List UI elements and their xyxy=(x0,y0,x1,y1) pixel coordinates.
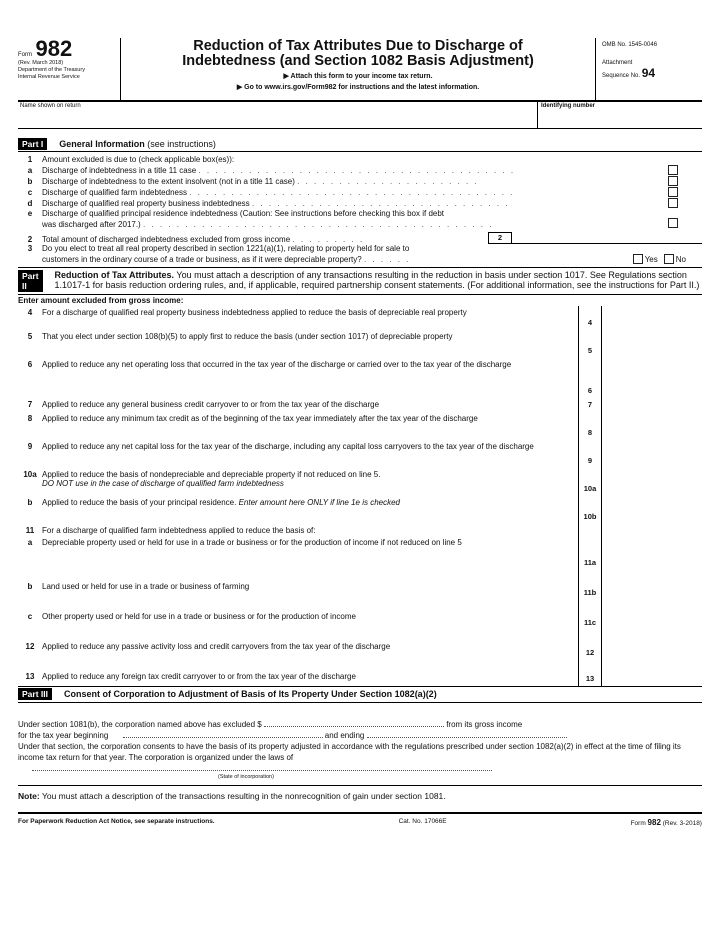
part1-body: 1 Amount excluded is due to (check applicable box(es)): a Discharge of indebtedness in a title 11 case . . . . . . . . . . . . . . . . . . . . . . . . . . . . . . . . . . . . . . b Discharge of indebtedness to the extent insolvent (not in a title 11 case) . . . . . . . . . . . . . . . . . . . . . . c Discharge of qualified farm indebtedness . . . . . . . . . . . . . . . . . . . . . . . . . . . . . . . . . . . . . . . d Discharge of qualified real property business indebtedness . . . . . . . . . . . . . . . . . . . . . . . . . . . . . . . e Discharge of qualified principal residence indebtedness (Caution: See instructions before checking this box if debt was discharged after 2017.) . . . . . . . . . . . . . . . . . . . . . . . . . . . . . . . . . . . . . . . . . . 2 Total amount of discharged indebtedness excluded from gross income . . . . . . . . . 2 3 Do you elect to treat all real property described in section 1221(a)(1), relating to property held for sale to customers in the ordinary course of a trade or business, as if it were depreciable property? . . . . . . Yes No xyxy=(18,152,702,268)
line8-row: 8 Applied to reduce any minimum tax credit as of the beginning of the tax year immediately after the tax year of the discharge 8 xyxy=(18,412,702,440)
catalog-number: Cat. No. 17066E xyxy=(398,817,447,825)
part2-body xyxy=(18,295,702,687)
line11a-amount[interactable] xyxy=(602,536,702,570)
line12-row: 12 Applied to reduce any passive activity loss and credit carryovers from the tax year of the discharge 12 xyxy=(18,630,702,660)
part3-text-2: for the tax year beginning xyxy=(18,730,109,740)
line11c-row: c Other property used or held for use in a trade or business or for the production of income 11c xyxy=(18,600,702,630)
line11c-amount[interactable] xyxy=(602,600,702,630)
note-label: Note: xyxy=(18,790,40,801)
line1c-checkbox[interactable] xyxy=(668,187,678,197)
form-footer xyxy=(18,812,702,827)
part2-title: Reduction of Tax Attributes. xyxy=(54,269,175,280)
line12-text: Applied to reduce any passive activity loss and credit carryovers from the tax year of the discharge xyxy=(42,630,579,660)
line10b-italic: Enter amount here ONLY if line 1e is checked xyxy=(238,497,401,507)
form-title-block xyxy=(121,38,596,100)
form-id-block xyxy=(18,38,121,100)
line7-text: Applied to reduce any general business credit carryover to or from the tax year of the discharge xyxy=(42,398,579,412)
line3-text-cont: customers in the ordinary course of a trade or business, as if it were depreciable property? xyxy=(42,255,362,264)
line10b-row: b Applied to reduce the basis of your principal residence. Enter amount here ONLY if line 1e is checked 10b xyxy=(18,496,702,524)
line1e-text-cont: was discharged after 2017.) xyxy=(42,219,141,229)
excluded-amount-field[interactable] xyxy=(264,726,444,727)
name-label: Name shown on return xyxy=(20,103,81,109)
line10a-row: 10a Applied to reduce the basis of nondepreciable and depreciable property if not reduced on line 5. DO NOT use in the case of discharge of qualified farm indebtedness 10a xyxy=(18,468,702,496)
tax-year-begin-field[interactable] xyxy=(123,737,323,738)
identifying-number-label: Identifying number xyxy=(541,103,595,109)
omb-block xyxy=(596,38,702,100)
line2-text: Total amount of discharged indebtedness excluded from gross income xyxy=(42,234,291,244)
line1a-checkbox[interactable] xyxy=(668,165,678,175)
line3-no-checkbox[interactable] xyxy=(664,254,674,264)
line4-text: For a discharge of qualified real property business indebtedness applied to reduce the basis of depreciable real property xyxy=(42,306,579,330)
line11b-amount[interactable] xyxy=(602,570,702,600)
line10b-text: Applied to reduce the basis of your principal residence. xyxy=(42,497,237,507)
identifying-number-field[interactable] xyxy=(538,102,702,128)
part1-title-note: (see instructions) xyxy=(147,139,216,149)
web-instruction: ▶ Go to www.irs.gov/Form982 for instructions and the latest information. xyxy=(236,84,480,91)
sequence-label: Sequence No. xyxy=(602,73,641,79)
dept-line-2: Internal Revenue Service xyxy=(18,74,80,80)
part1-tag: Part I xyxy=(18,138,47,150)
name-field[interactable] xyxy=(18,102,538,128)
line6-row: 6 Applied to reduce any net operating loss that occurred in the tax year of the discharge or carried over to the tax year of the discharge 6 xyxy=(18,358,702,398)
part3-tag: Part III xyxy=(18,688,52,700)
part3-text-1b: from its gross income xyxy=(446,719,523,729)
attach-instruction: ▶ Attach this form to your income tax return. xyxy=(283,73,433,80)
line9-row: 9 Applied to reduce any net capital loss for the tax year of the discharge, including any capital loss carryovers to the tax year of the discharge 9 xyxy=(18,440,702,468)
line1d-checkbox[interactable] xyxy=(668,198,678,208)
line5-amount[interactable] xyxy=(602,330,702,358)
line4-row: 4 For a discharge of qualified real property business indebtedness applied to reduce the basis of depreciable real property 4 xyxy=(18,306,702,330)
paperwork-notice: For Paperwork Reduction Act Notice, see separate instructions. xyxy=(18,817,215,825)
part1-header xyxy=(18,137,702,152)
line2-amount[interactable] xyxy=(512,233,702,244)
part3-text-1: Under section 1081(b), the corporation named above has excluded $ xyxy=(18,719,262,729)
tax-year-end-field[interactable] xyxy=(367,737,567,738)
part2-enter-label: Enter amount excluded from gross income: xyxy=(18,296,184,305)
line10a-amount[interactable] xyxy=(602,468,702,496)
line10b-amount[interactable] xyxy=(602,496,702,524)
part1-title: General Information xyxy=(59,139,145,149)
line1e-text: Discharge of qualified principal residence indebtedness (Caution: See instructions before checking this box if debt xyxy=(42,208,445,218)
name-row xyxy=(18,102,702,129)
line13-row: 13 Applied to reduce any foreign tax credit carryover to or from the tax year of the discharge 13 xyxy=(18,660,702,686)
line11b-row: b Land used or held for use in a trade or business of farming 11b xyxy=(18,570,702,600)
line11a-text: Depreciable property used or held for use in a trade or business or for the production of income if not reduced on line 5 xyxy=(42,536,579,570)
line1e-checkbox[interactable] xyxy=(668,218,678,228)
line7-amount[interactable] xyxy=(602,398,702,412)
form-header xyxy=(18,38,702,102)
line3-yes-label: Yes xyxy=(644,255,658,264)
form-title-line-2: Indebtedness (and Section 1082 Basis Adjustment) xyxy=(182,53,534,69)
form-number: 982 xyxy=(35,36,73,61)
footer-form-word: Form xyxy=(630,819,646,827)
line10a-italic: DO NOT use in the case of discharge of qualified farm indebtedness xyxy=(42,479,284,488)
form-title-line-1: Reduction of Tax Attributes Due to Discharge of xyxy=(193,38,523,54)
note-text: You must attach a description of the transactions resulting in the nonrecognition of gain under section 1081. xyxy=(41,790,446,801)
part3-body xyxy=(18,703,702,786)
line10a-text: Applied to reduce the basis of nondepreciable and depreciable property if not reduced on line 5. xyxy=(42,469,381,479)
line1-text: Amount excluded is due to (check applicable box(es)): xyxy=(42,155,235,164)
line1b-text: Discharge of indebtedness to the extent insolvent (not in a title 11 case) xyxy=(42,177,295,186)
line6-amount[interactable] xyxy=(602,358,702,398)
line1b-checkbox[interactable] xyxy=(668,176,678,186)
line3-text: Do you elect to treat all real property described in section 1221(a)(1), relating to property held for sale to xyxy=(42,244,410,253)
line8-text: Applied to reduce any minimum tax credit as of the beginning of the tax year immediately after the tax year of the discharge xyxy=(42,412,579,440)
part3-title: Consent of Corporation to Adjustment of Basis of Its Property Under Section 1082(a)(2) xyxy=(63,689,437,699)
part2-tag: Part II xyxy=(18,270,43,292)
part3-text-3: Under that section, the corporation consents to have the basis of its property adjusted in accordance with the regulations prescribed under section 1082(a)(2) in effect at the time of filing its income tax return for that year. The corporation is organized under the laws of xyxy=(18,741,681,762)
sequence-number: 94 xyxy=(641,66,656,80)
part3-text-2b: and ending xyxy=(324,730,365,740)
line4-amount[interactable] xyxy=(602,306,702,330)
line1a-text: Discharge of indebtedness in a title 11 case xyxy=(42,166,197,175)
line1d-text: Discharge of qualified real property business indebtedness xyxy=(42,199,250,208)
form-982-page xyxy=(18,0,702,827)
line11-row: 11 For a discharge of qualified farm indebtedness applied to reduce the basis of: xyxy=(18,524,702,536)
line5-text: That you elect under section 108(b)(5) to apply first to reduce the basis (under section 1017) of depreciable property xyxy=(42,330,579,358)
line3-no-label: No xyxy=(675,255,686,264)
part2-description: You must attach a description of any transactions resulting in the reduction in basis under section 1017. See Regulations section 1.1017-1 for basis reduction ordering rules, and, if applicable, required partnership consent statements. (For additional information, see the instructions for Part II.) xyxy=(54,269,700,290)
line11b-text: Land used or held for use in a trade or business of farming xyxy=(42,570,579,600)
line2-box: 2 xyxy=(488,232,512,244)
form-revision: (Rev. March 2018) xyxy=(18,60,64,66)
line6-text: Applied to reduce any net operating loss that occurred in the tax year of the discharge or carried over to the tax year of the discharge xyxy=(42,358,579,398)
line7-row: 7 Applied to reduce any general business credit carryover to or from the tax year of the discharge 7 xyxy=(18,398,702,412)
line9-amount[interactable] xyxy=(602,440,702,468)
line13-amount[interactable] xyxy=(602,660,702,686)
note-row xyxy=(18,786,702,806)
attachment-label: Attachment xyxy=(602,60,633,66)
footer-rev: (Rev. 3-2018) xyxy=(662,819,702,827)
line3-yes-checkbox[interactable] xyxy=(633,254,643,264)
part2-header xyxy=(18,268,702,295)
omb-number: OMB No. 1545-0046 xyxy=(602,42,658,48)
form-word: Form xyxy=(18,52,32,58)
part3-header xyxy=(18,687,702,703)
state-label: (State of incorporation) xyxy=(218,773,274,780)
line11c-text: Other property used or held for use in a trade or business or for the production of income xyxy=(42,600,579,630)
line13-text: Applied to reduce any foreign tax credit carryover to or from the tax year of the discharge xyxy=(42,660,579,686)
line5-row: 5 That you elect under section 108(b)(5) to apply first to reduce the basis (under section 1017) of depreciable property 5 xyxy=(18,330,702,358)
line8-amount[interactable] xyxy=(602,412,702,440)
line9-text: Applied to reduce any net capital loss for the tax year of the discharge, including any capital loss carryovers to the tax year of the discharge xyxy=(42,440,579,468)
line11a-row: a Depreciable property used or held for use in a trade or business or for the production of income if not reduced on line 5 11a xyxy=(18,536,702,570)
line1c-text: Discharge of qualified farm indebtedness xyxy=(42,188,187,197)
line11-text: For a discharge of qualified farm indebtedness applied to reduce the basis of: xyxy=(42,524,579,536)
line12-amount[interactable] xyxy=(602,630,702,660)
state-field[interactable] xyxy=(32,770,492,771)
footer-form-number: 982 xyxy=(647,817,661,827)
dept-line-1: Department of the Treasury xyxy=(18,67,85,73)
